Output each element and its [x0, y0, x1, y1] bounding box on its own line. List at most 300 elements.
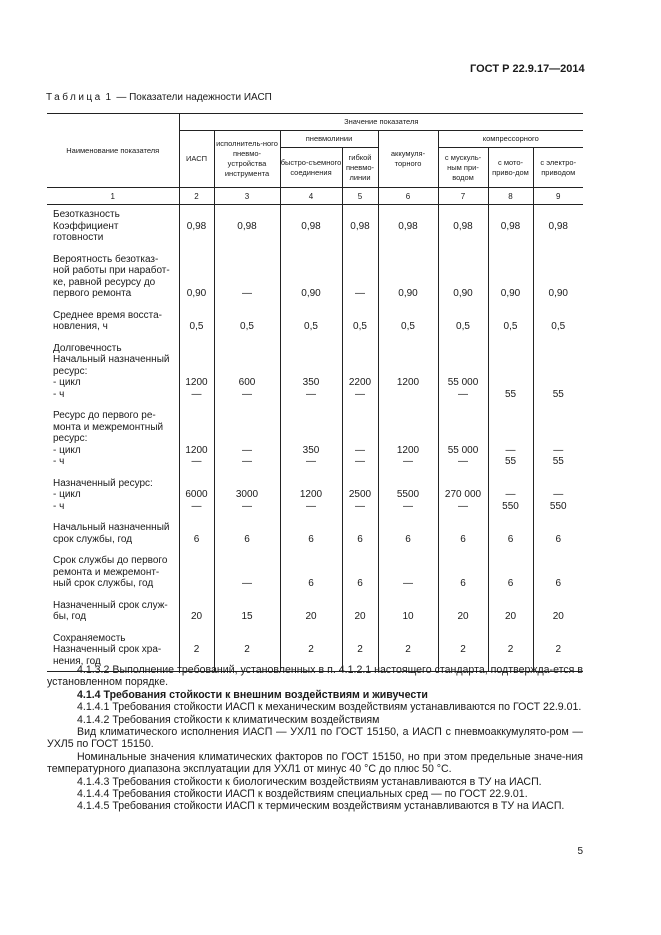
value-cell [378, 205, 438, 248]
spacer [343, 265, 378, 277]
value-line: 55 000 [447, 444, 479, 456]
value-cell [533, 594, 583, 627]
value-cell [378, 594, 438, 627]
value-line [180, 478, 214, 490]
value-line: 6 [244, 533, 250, 545]
value-cell [342, 205, 378, 248]
value-line [215, 567, 280, 579]
value-line: 0,5 [503, 321, 518, 332]
paragraph-climate-factors: Номинальные значения климатических факторов по ГОСТ 15150, но при этом предельные значе-ния температурного диапазона эксплуатации для УХЛ1 от минус 40 °С до плюс 50 °С. [47, 750, 583, 776]
spacer [489, 555, 533, 567]
col-number: 1 [47, 188, 179, 205]
value-cell [342, 248, 378, 304]
value-line: 0,90 [500, 288, 521, 299]
value-line: 55 [552, 388, 564, 400]
value-cell [438, 248, 488, 304]
value-line: 6 [555, 578, 562, 589]
value-line [281, 422, 342, 434]
spacer [489, 254, 533, 266]
value-line [489, 232, 533, 244]
spacer [439, 555, 488, 567]
row-label [47, 516, 179, 549]
table-row [47, 472, 583, 517]
spacer [215, 265, 280, 277]
value-line: 6 [357, 578, 363, 589]
value-line [215, 209, 280, 221]
value-line: — [242, 456, 252, 467]
spacer [534, 254, 584, 266]
value-line: — [242, 578, 252, 589]
value-line: 2 [357, 644, 363, 655]
value-cell [179, 516, 214, 549]
spacer [439, 522, 488, 534]
value-line [489, 410, 533, 422]
value-line: 350 [302, 444, 320, 456]
value-cell [533, 472, 583, 517]
spacer [379, 600, 438, 612]
value-line: — [191, 456, 202, 467]
value-line: 2 [193, 644, 200, 655]
value-line [281, 209, 342, 221]
spacer [281, 600, 342, 612]
value-cell [280, 248, 342, 304]
value-cell [214, 205, 280, 248]
value-line: 5500 [396, 489, 420, 500]
value-line [439, 567, 488, 579]
row-label-line: Долговечность [53, 342, 122, 354]
spacer [534, 265, 584, 277]
row-label-line: Начальный назначенный [53, 522, 170, 533]
value-line [215, 232, 280, 244]
value-line: 0,90 [301, 288, 321, 299]
value-cell [488, 594, 533, 627]
row-label-line: - ч [53, 388, 65, 400]
header-value-group: Значение показателя [179, 114, 583, 131]
value-line: — [306, 456, 316, 467]
paragraph-4-1-4-1: 4.1.4.1 Требования стойкости ИАСП к механическим воздействиям устанавливаются по ГОСТ 22.9.01. [77, 701, 582, 714]
value-line: 1200 [396, 377, 420, 388]
value-line [439, 433, 488, 445]
row-label-line: Срок службы до первого [53, 555, 168, 566]
value-cell [438, 304, 488, 337]
row-label-line: Назначенный срок хра- [53, 644, 162, 655]
paragraph-4-1-4-5: 4.1.4.5 Требования стойкости ИАСП к термическим воздействиям устанавливаются в ТУ на ИАСП. [77, 800, 565, 813]
spacer [215, 555, 280, 567]
value-line: 0,5 [353, 321, 367, 332]
value-line [489, 209, 533, 221]
row-label [47, 594, 179, 627]
section-heading-4-1-4: 4.1.4 Требования стойкости к внешним воздействиям и живучести [77, 688, 428, 701]
value-cell [342, 472, 378, 517]
value-line [379, 433, 438, 445]
value-line [534, 633, 584, 645]
value-line [534, 410, 584, 422]
value-line: 55 [504, 388, 517, 400]
header-compressor-group: компрессорного [438, 131, 583, 148]
value-line [379, 343, 438, 355]
value-line [439, 343, 488, 355]
value-cell [280, 472, 342, 517]
paragraph-4-1-3-2: 4.1.3.2 Выполнение требований, установленных в п. 4.1.2.1 настоящего стандарта, подтвержда-ется в установленном порядке. [47, 664, 583, 689]
row-label-line: Вероятность безотказ- [53, 253, 159, 265]
value-line: 2 [244, 644, 250, 655]
value-cell [438, 404, 488, 472]
spacer [534, 310, 584, 322]
value-line: — [355, 444, 365, 456]
value-line [281, 478, 342, 490]
value-line [534, 567, 584, 579]
caption-title: — Показатели надежности ИАСП [116, 92, 272, 103]
value-line: 0,5 [551, 321, 566, 332]
spacer [534, 600, 584, 612]
value-line: 550 [502, 500, 519, 512]
col-number: 4 [280, 188, 342, 205]
value-line: 3000 [235, 489, 259, 500]
spacer [439, 600, 488, 612]
row-label-line: Сохраняемость [53, 632, 126, 644]
value-line [534, 209, 584, 221]
paragraph-4-1-4-3: 4.1.4.3 Требования стойкости к биологическим воздействиям устанавливаются в ТУ на ИАСП. [77, 775, 542, 788]
spacer [534, 277, 584, 289]
row-label [47, 337, 179, 405]
row-label-line: монта и межремонтный [53, 421, 164, 433]
value-line: — [242, 444, 252, 456]
value-cell [533, 205, 583, 248]
value-line: — [505, 444, 516, 456]
header-pneumo-group: пневмолинии [280, 131, 378, 148]
row-label [47, 404, 179, 472]
value-line [379, 389, 438, 401]
value-cell [342, 404, 378, 472]
value-line [379, 422, 438, 434]
value-line: — [242, 388, 252, 400]
value-line: 20 [354, 611, 366, 622]
spacer [439, 265, 488, 277]
value-line [534, 433, 584, 445]
value-cell [214, 549, 280, 594]
value-cell [342, 594, 378, 627]
value-line [281, 354, 342, 366]
value-cell [280, 337, 342, 405]
value-line [215, 343, 280, 355]
value-line: 55 000 [447, 377, 479, 388]
value-cell [378, 248, 438, 304]
value-line [439, 366, 488, 378]
spacer [180, 265, 214, 277]
standard-designation: ГОСТ Р 22.9.17—2014 [470, 63, 585, 75]
spacer [281, 310, 342, 322]
value-line: — [403, 500, 413, 512]
value-cell [378, 337, 438, 405]
spacer [343, 522, 378, 534]
value-cell [280, 516, 342, 549]
header-electric: с электро-приводом [533, 148, 583, 188]
value-line [343, 433, 378, 445]
value-line: 20 [190, 611, 203, 622]
value-line: 20 [504, 611, 517, 622]
value-cell [488, 304, 533, 337]
value-line [343, 410, 378, 422]
spacer [379, 310, 438, 322]
row-label-line: новления, ч [53, 321, 108, 332]
value-line [343, 478, 378, 490]
spacer [489, 600, 533, 612]
value-cell [488, 516, 533, 549]
value-line [379, 232, 438, 244]
header-executive: исполнитель-ного пневмо-устройства инструмента [214, 131, 280, 188]
value-line [489, 422, 533, 434]
row-label-line: - цикл [53, 444, 81, 456]
value-line: — [403, 456, 413, 467]
value-cell [342, 516, 378, 549]
value-cell [488, 472, 533, 517]
value-line [439, 232, 488, 244]
value-line: — [355, 500, 365, 512]
value-cell [280, 594, 342, 627]
caption-prefix: Таблица [46, 92, 103, 103]
value-line: 6 [460, 533, 466, 545]
value-line: — [306, 500, 316, 512]
value-cell [533, 304, 583, 337]
spacer [215, 310, 280, 322]
spacer [439, 254, 488, 266]
value-line: 1200 [185, 377, 208, 388]
value-line: — [505, 489, 516, 500]
spacer [343, 277, 378, 289]
value-line [489, 366, 533, 378]
row-label [47, 472, 179, 517]
value-line [343, 366, 378, 378]
spacer [489, 265, 533, 277]
value-line: 55 [504, 456, 517, 467]
value-line: 6 [405, 533, 411, 545]
spacer [281, 522, 342, 534]
value-line: 2500 [348, 489, 372, 500]
value-line [534, 232, 584, 244]
value-line [439, 422, 488, 434]
row-label-line: - цикл [53, 489, 81, 500]
value-line: 55 [552, 456, 564, 467]
spacer [489, 310, 533, 322]
paragraph-4-1-4-4: 4.1.4.4 Требования стойкости ИАСП к воздействиям специальных сред — по ГОСТ 22.9.01. [77, 788, 528, 801]
spacer [379, 265, 438, 277]
value-line: 0,5 [456, 321, 470, 332]
spacer [180, 310, 214, 322]
value-line: 2200 [348, 377, 372, 388]
value-line: — [458, 388, 468, 400]
row-label-line: Назначенный срок служ- [53, 599, 168, 611]
value-line: 20 [552, 611, 564, 622]
value-line: 0,98 [237, 220, 257, 232]
col-number: 6 [378, 188, 438, 205]
value-cell [179, 304, 214, 337]
value-line: 0,5 [304, 321, 318, 332]
spacer [180, 522, 214, 534]
spacer [343, 310, 378, 322]
value-line [343, 232, 378, 244]
value-line [281, 567, 342, 579]
value-line: 0,98 [453, 220, 473, 232]
table-row [47, 337, 583, 405]
value-line [534, 343, 584, 355]
value-cell [214, 516, 280, 549]
value-line: 6 [308, 578, 314, 589]
table-row [47, 304, 583, 337]
value-line [281, 410, 342, 422]
value-line [343, 354, 378, 366]
value-cell [438, 205, 488, 248]
table-row [47, 594, 583, 627]
reliability-table [47, 113, 583, 672]
value-line: 0,98 [301, 220, 321, 232]
value-line [379, 209, 438, 221]
row-label-line: ресурс: [53, 365, 88, 377]
value-line [534, 366, 584, 378]
value-line [215, 366, 280, 378]
spacer [343, 254, 378, 266]
value-line [343, 633, 378, 645]
value-line [281, 366, 342, 378]
value-line [215, 410, 280, 422]
value-line [379, 366, 438, 378]
value-line: 6 [460, 578, 466, 589]
value-line: 2 [308, 644, 314, 655]
col-number: 9 [533, 188, 583, 205]
value-line [215, 433, 280, 445]
value-line [180, 209, 214, 221]
value-line: 0,98 [548, 220, 568, 232]
table-row [47, 549, 583, 594]
row-label [47, 549, 179, 594]
value-cell [342, 549, 378, 594]
value-cell [438, 337, 488, 405]
value-line: 6 [308, 533, 314, 545]
value-line: 270 000 [444, 489, 482, 500]
paragraph-4-1-4-2: 4.1.4.2 Требования стойкости к климатическим воздействиям [77, 713, 380, 726]
value-line [439, 478, 488, 490]
table-row [47, 404, 583, 472]
row-label-line: Безотказность [53, 209, 120, 220]
caption-number: 1 [105, 92, 114, 103]
value-line [343, 422, 378, 434]
value-line: 0,90 [548, 288, 568, 299]
value-line: 2 [405, 644, 411, 655]
row-label-line: ресурс: [53, 433, 88, 444]
value-line: — [306, 388, 316, 400]
spacer [281, 277, 342, 289]
value-cell [533, 337, 583, 405]
value-cell [533, 248, 583, 304]
value-line: 6000 [185, 489, 208, 500]
value-line [281, 633, 342, 645]
row-label-line: ный срок службы, год [53, 578, 154, 589]
value-line [180, 366, 214, 378]
value-line [534, 422, 584, 434]
table-caption [46, 92, 272, 103]
value-line: 0,90 [186, 288, 207, 299]
value-line [281, 343, 342, 355]
spacer [180, 277, 214, 289]
value-cell [214, 594, 280, 627]
value-line: — [355, 288, 365, 299]
value-cell [342, 304, 378, 337]
table-body [47, 205, 583, 672]
row-label [47, 304, 179, 337]
value-line [439, 410, 488, 422]
value-cell [438, 516, 488, 549]
row-label [47, 205, 179, 248]
value-cell [533, 516, 583, 549]
header-name-col: Наименование показателя [47, 114, 179, 188]
value-line: 20 [457, 611, 469, 622]
value-cell [280, 549, 342, 594]
value-line: 6 [555, 533, 562, 545]
header-muscle: с мускуль-ным при-водом [438, 148, 488, 188]
spacer [281, 254, 342, 266]
spacer [180, 555, 214, 567]
value-cell [214, 248, 280, 304]
col-number: 3 [214, 188, 280, 205]
value-cell [280, 304, 342, 337]
header-motor: с мото-приво-дом [488, 148, 533, 188]
value-cell [214, 404, 280, 472]
row-label-line: Начальный назначенный [53, 354, 170, 365]
value-cell [179, 205, 214, 248]
header-flexible: гибкой пневмо-линии [342, 148, 378, 188]
row-label-line: ремонта и межремонт- [53, 566, 160, 578]
spacer [439, 277, 488, 289]
value-cell [342, 337, 378, 405]
value-line: 20 [305, 611, 317, 622]
spacer [343, 555, 378, 567]
value-line: — [553, 444, 564, 456]
value-line: 0,98 [186, 220, 207, 232]
value-line [180, 354, 214, 366]
value-cell [280, 404, 342, 472]
spacer [489, 522, 533, 534]
value-line [379, 633, 438, 645]
spacer [379, 522, 438, 534]
value-line [489, 433, 533, 445]
spacer [343, 600, 378, 612]
value-line [180, 232, 214, 244]
value-line [534, 478, 584, 490]
spacer [215, 522, 280, 534]
value-line [379, 410, 438, 422]
row-label-line: Коэффициент [53, 220, 119, 232]
row-label-line: первого ремонта [53, 288, 132, 299]
header-accum: аккумуля-торного [378, 131, 438, 188]
row-label-line: бы, год [53, 611, 87, 622]
value-line: — [242, 500, 252, 512]
spacer [215, 254, 280, 266]
spacer [180, 254, 214, 266]
col-number: 2 [179, 188, 214, 205]
value-cell [488, 337, 533, 405]
col-number: 5 [342, 188, 378, 205]
value-line [379, 567, 438, 579]
value-line [180, 578, 214, 590]
value-cell [378, 516, 438, 549]
value-cell [488, 549, 533, 594]
row-label-line: - цикл [53, 377, 81, 388]
value-line [215, 633, 280, 645]
value-line: 15 [241, 611, 253, 622]
value-line [534, 377, 584, 389]
row-label-line: готовности [53, 232, 104, 243]
page-number: 5 [577, 846, 583, 857]
value-line [439, 633, 488, 645]
